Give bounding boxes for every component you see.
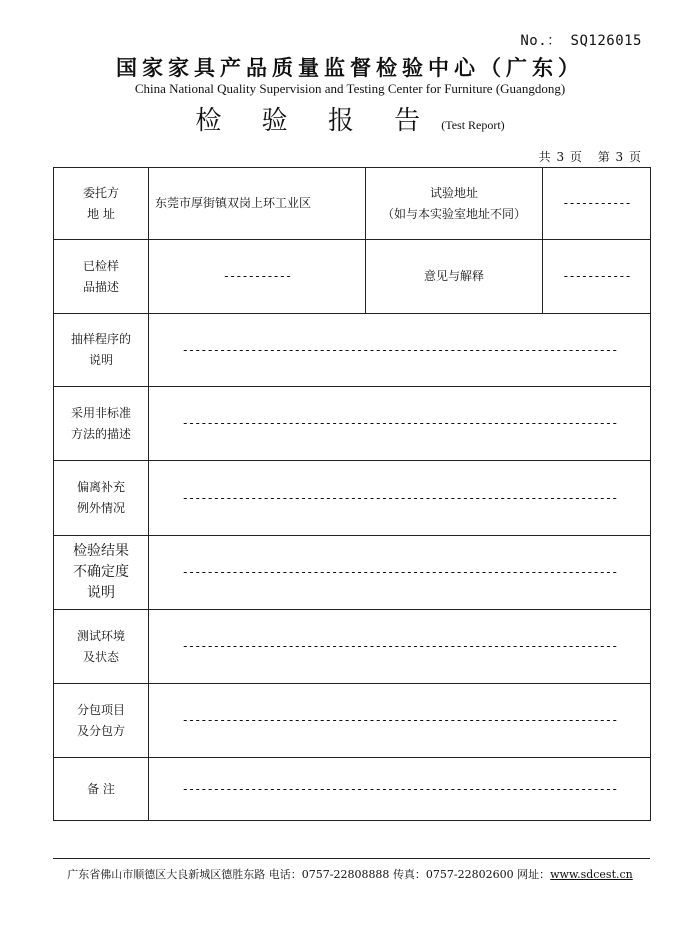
sample-desc-row xyxy=(54,240,651,314)
sampling-procedure-row xyxy=(54,314,651,387)
deviation-label: 偏离补充 例外情况 xyxy=(54,461,149,536)
uncertainty-label: 检验结果 不确定度 说明 xyxy=(54,536,149,610)
sampling-procedure-value: ---------------------------------------------------------------------- xyxy=(149,314,651,387)
footer-divider xyxy=(53,858,650,859)
footer-website-link[interactable]: www.sdcest.cn xyxy=(550,868,633,881)
footer-fax: 传真：0757-22802600 xyxy=(392,868,514,881)
test-address-label: 试验地址 （如与本实验室地址不同） xyxy=(366,168,543,240)
subcontract-value: ---------------------------------------------------------------------- xyxy=(149,684,651,758)
total-pages: 共 3 页 xyxy=(538,150,583,164)
footer-address: 广东省佛山市顺德区大良新城区德胜东路 xyxy=(67,868,266,881)
nonstandard-method-label: 采用非标准 方法的描述 xyxy=(54,387,149,461)
client-address-row xyxy=(54,168,651,240)
remarks-value: ---------------------------------------------------------------------- xyxy=(149,758,651,821)
opinion-label: 意见与解释 xyxy=(366,240,543,314)
test-environment-label: 测试环境 及状态 xyxy=(54,610,149,684)
test-environment-value: ---------------------------------------------------------------------- xyxy=(149,610,651,684)
remarks-row xyxy=(54,758,651,821)
deviation-value: ---------------------------------------------------------------------- xyxy=(149,461,651,536)
current-page: 第 3 页 xyxy=(597,150,642,164)
remarks-label: 备 注 xyxy=(54,758,149,821)
sampling-procedure-label: 抽样程序的 说明 xyxy=(54,314,149,387)
sample-desc-value: ----------- xyxy=(149,240,366,314)
subcontract-label: 分包项目 及分包方 xyxy=(54,684,149,758)
report-title-en: (Test Report) xyxy=(441,118,505,132)
client-address-label: 委托方 地 址 xyxy=(54,168,149,240)
report-title-cn: 检 验 报 告 xyxy=(195,106,437,136)
nonstandard-method-row xyxy=(54,387,651,461)
org-name-en: China National Quality Supervision and Testing Center for Furniture (Guangdong) xyxy=(134,81,566,96)
nonstandard-method-value: ---------------------------------------------------------------------- xyxy=(149,387,651,461)
report-form-table xyxy=(53,167,651,821)
page-indicator xyxy=(529,148,642,165)
org-name-cn: 国家家具产品质量监督检验中心（广东） xyxy=(116,56,584,80)
deviation-row xyxy=(54,461,651,536)
client-address-value: 东莞市厚街镇双岗上环工业区 xyxy=(149,168,366,240)
test-address-value: ----------- xyxy=(543,168,651,240)
subcontract-row xyxy=(54,684,651,758)
report-title xyxy=(0,100,700,137)
footer-contact xyxy=(40,866,660,882)
report-number: No.： SQ126015 xyxy=(520,33,642,49)
uncertainty-value: ---------------------------------------------------------------------- xyxy=(149,536,651,610)
opinion-value: ----------- xyxy=(543,240,651,314)
sample-desc-label: 已检样 品描述 xyxy=(54,240,149,314)
footer-website-label: 网址： xyxy=(517,868,551,881)
uncertainty-row xyxy=(54,536,651,610)
test-environment-row xyxy=(54,610,651,684)
footer-phone: 电话：0757-22808888 xyxy=(268,868,390,881)
